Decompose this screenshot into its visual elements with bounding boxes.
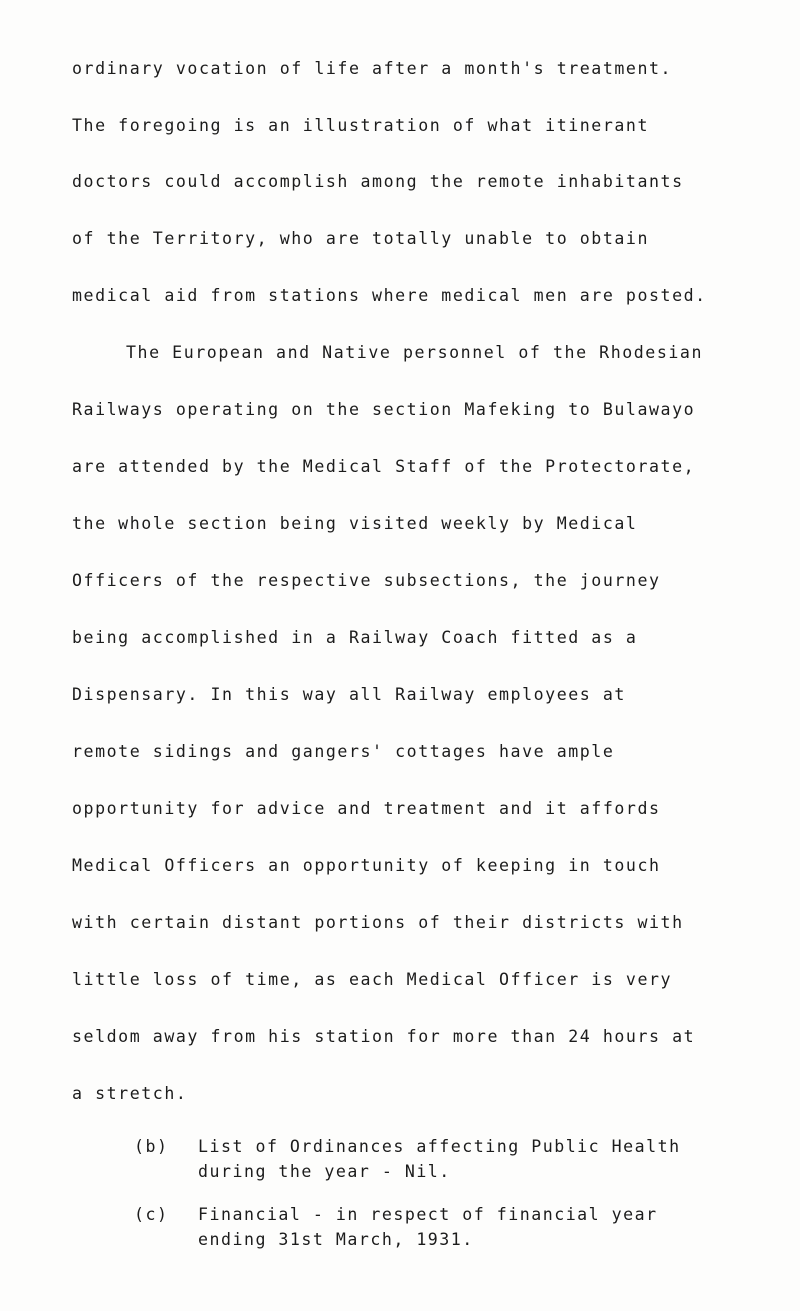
body-line: Railways operating on the section Mafeking to Bulawayo [72, 400, 696, 419]
item-c-line: Financial - in respect of financial year [198, 1205, 658, 1224]
body-line: The foregoing is an illustration of what itinerant [72, 116, 650, 135]
body-line: ordinary vocation of life after a month's treatment. [72, 59, 673, 78]
body-line: with certain distant portions of their districts with [72, 913, 684, 932]
body-line: seldom away from his station for more than 24 hours at [72, 1027, 696, 1046]
item-marker-c: (c) [134, 1205, 169, 1224]
body-line: medical aid from stations where medical men are posted. [72, 286, 707, 305]
body-line: the whole section being visited weekly by Medical [72, 514, 638, 533]
item-c-line: ending 31st March, 1931. [198, 1230, 474, 1249]
body-line: Medical Officers an opportunity of keeping in touch [72, 856, 661, 875]
body-line: little loss of time, as each Medical Officer is very [72, 970, 673, 989]
body-line: remote sidings and gangers' cottages have ample [72, 742, 615, 761]
item-b-line: List of Ordinances affecting Public Health [198, 1137, 681, 1156]
body-line: a stretch. [72, 1084, 188, 1103]
item-marker-b: (b) [134, 1137, 169, 1156]
body-line: Dispensary. In this way all Railway employees at [72, 685, 626, 704]
body-line: doctors could accomplish among the remote inhabitants [72, 172, 684, 191]
body-line: Officers of the respective subsections, the journey [72, 571, 661, 590]
body-line: opportunity for advice and treatment and it affords [72, 799, 661, 818]
item-b-line: during the year - Nil. [198, 1162, 451, 1181]
body-line: of the Territory, who are totally unable to obtain [72, 229, 650, 248]
body-line: are attended by the Medical Staff of the Protectorate, [72, 457, 696, 476]
body-line: The European and Native personnel of the Rhodesian [126, 343, 704, 362]
body-line: being accomplished in a Railway Coach fitted as a [72, 628, 638, 647]
